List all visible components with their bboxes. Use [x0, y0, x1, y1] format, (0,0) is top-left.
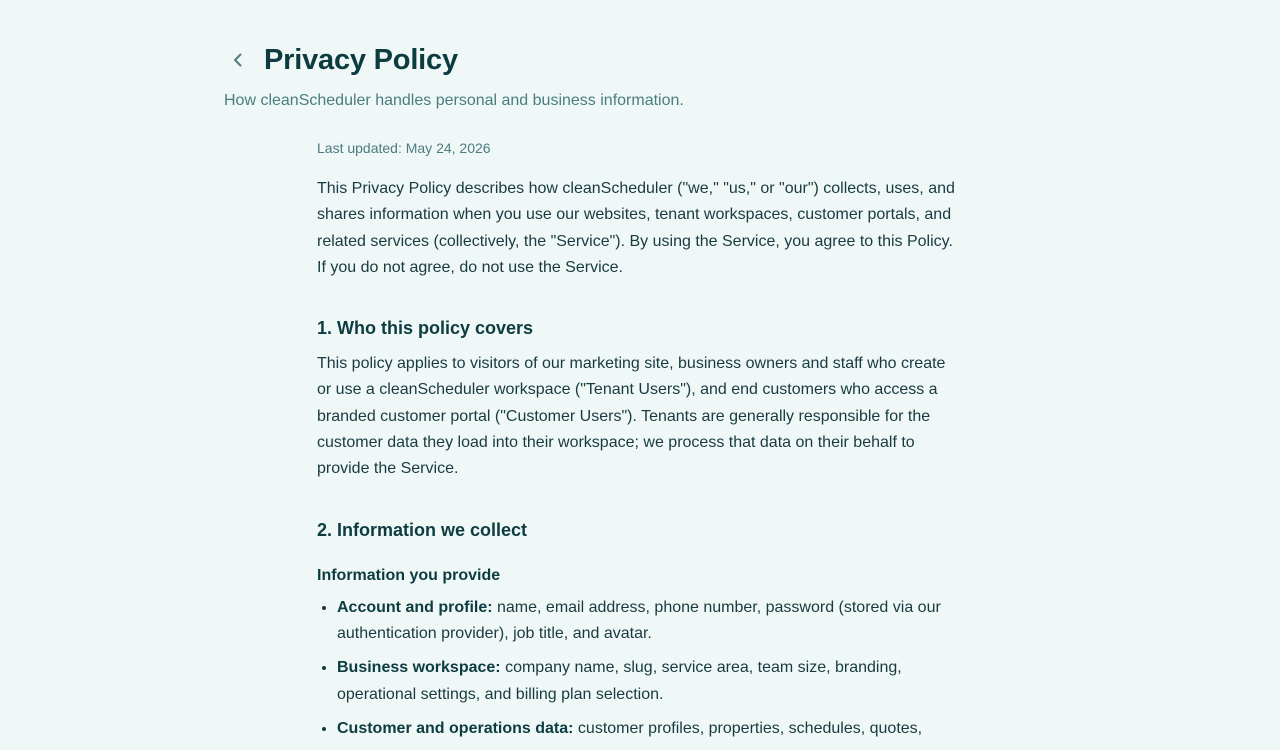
intro-paragraph: This Privacy Policy describes how cleanScheduler ("we," "us," or "our") collects, uses, and shares information when you use our websites, tenant workspaces, customer portals, and related services (collectively, the "Service"). By using the Service, you agree to this Policy. If you do not agree, do not use the Service.	[317, 180, 955, 276]
subheading-information-you-provide: Information you provide	[317, 566, 501, 584]
information-list	[317, 595, 962, 742]
list-item	[337, 655, 962, 708]
back-button[interactable]	[224, 46, 252, 74]
list-item-label: Customer and operations data:	[337, 719, 574, 737]
section-heading-who-covers: 1. Who this policy covers	[317, 318, 534, 339]
section-heading-information-collected: 2. Information we collect	[317, 519, 528, 540]
list-item-text: name, email address, phone number, password (stored via our authentication provider), job title, and avatar.	[337, 598, 941, 642]
page-header	[224, 38, 984, 112]
list-item-label: Account and profile:	[337, 598, 493, 616]
last-updated: Last updated: May 24, 2026	[317, 140, 491, 156]
list-item	[337, 716, 962, 742]
policy-content	[317, 138, 962, 750]
list-item	[337, 595, 962, 648]
list-item-text: customer profiles, properties, schedules, quotes,	[573, 719, 923, 737]
chevron-left-icon	[231, 52, 245, 68]
page-title: Privacy Policy	[264, 44, 458, 76]
title-row	[224, 38, 984, 82]
page-subtitle: How cleanScheduler handles personal and business information.	[224, 92, 684, 109]
list-item-text: company name, slug, service area, team size, branding, operational settings, and billing plan selection.	[337, 659, 902, 703]
list-item-label: Business workspace:	[337, 659, 501, 677]
section-body-who-covers: This policy applies to visitors of our marketing site, business owners and staff who create or use a cleanScheduler workspace ("Tenant Users"), and end customers who access a branded customer portal ("Customer Users"). Tenants are generally responsible for the customer data they load into their workspace; we process that data on their behalf to provide the Service.	[317, 355, 946, 478]
